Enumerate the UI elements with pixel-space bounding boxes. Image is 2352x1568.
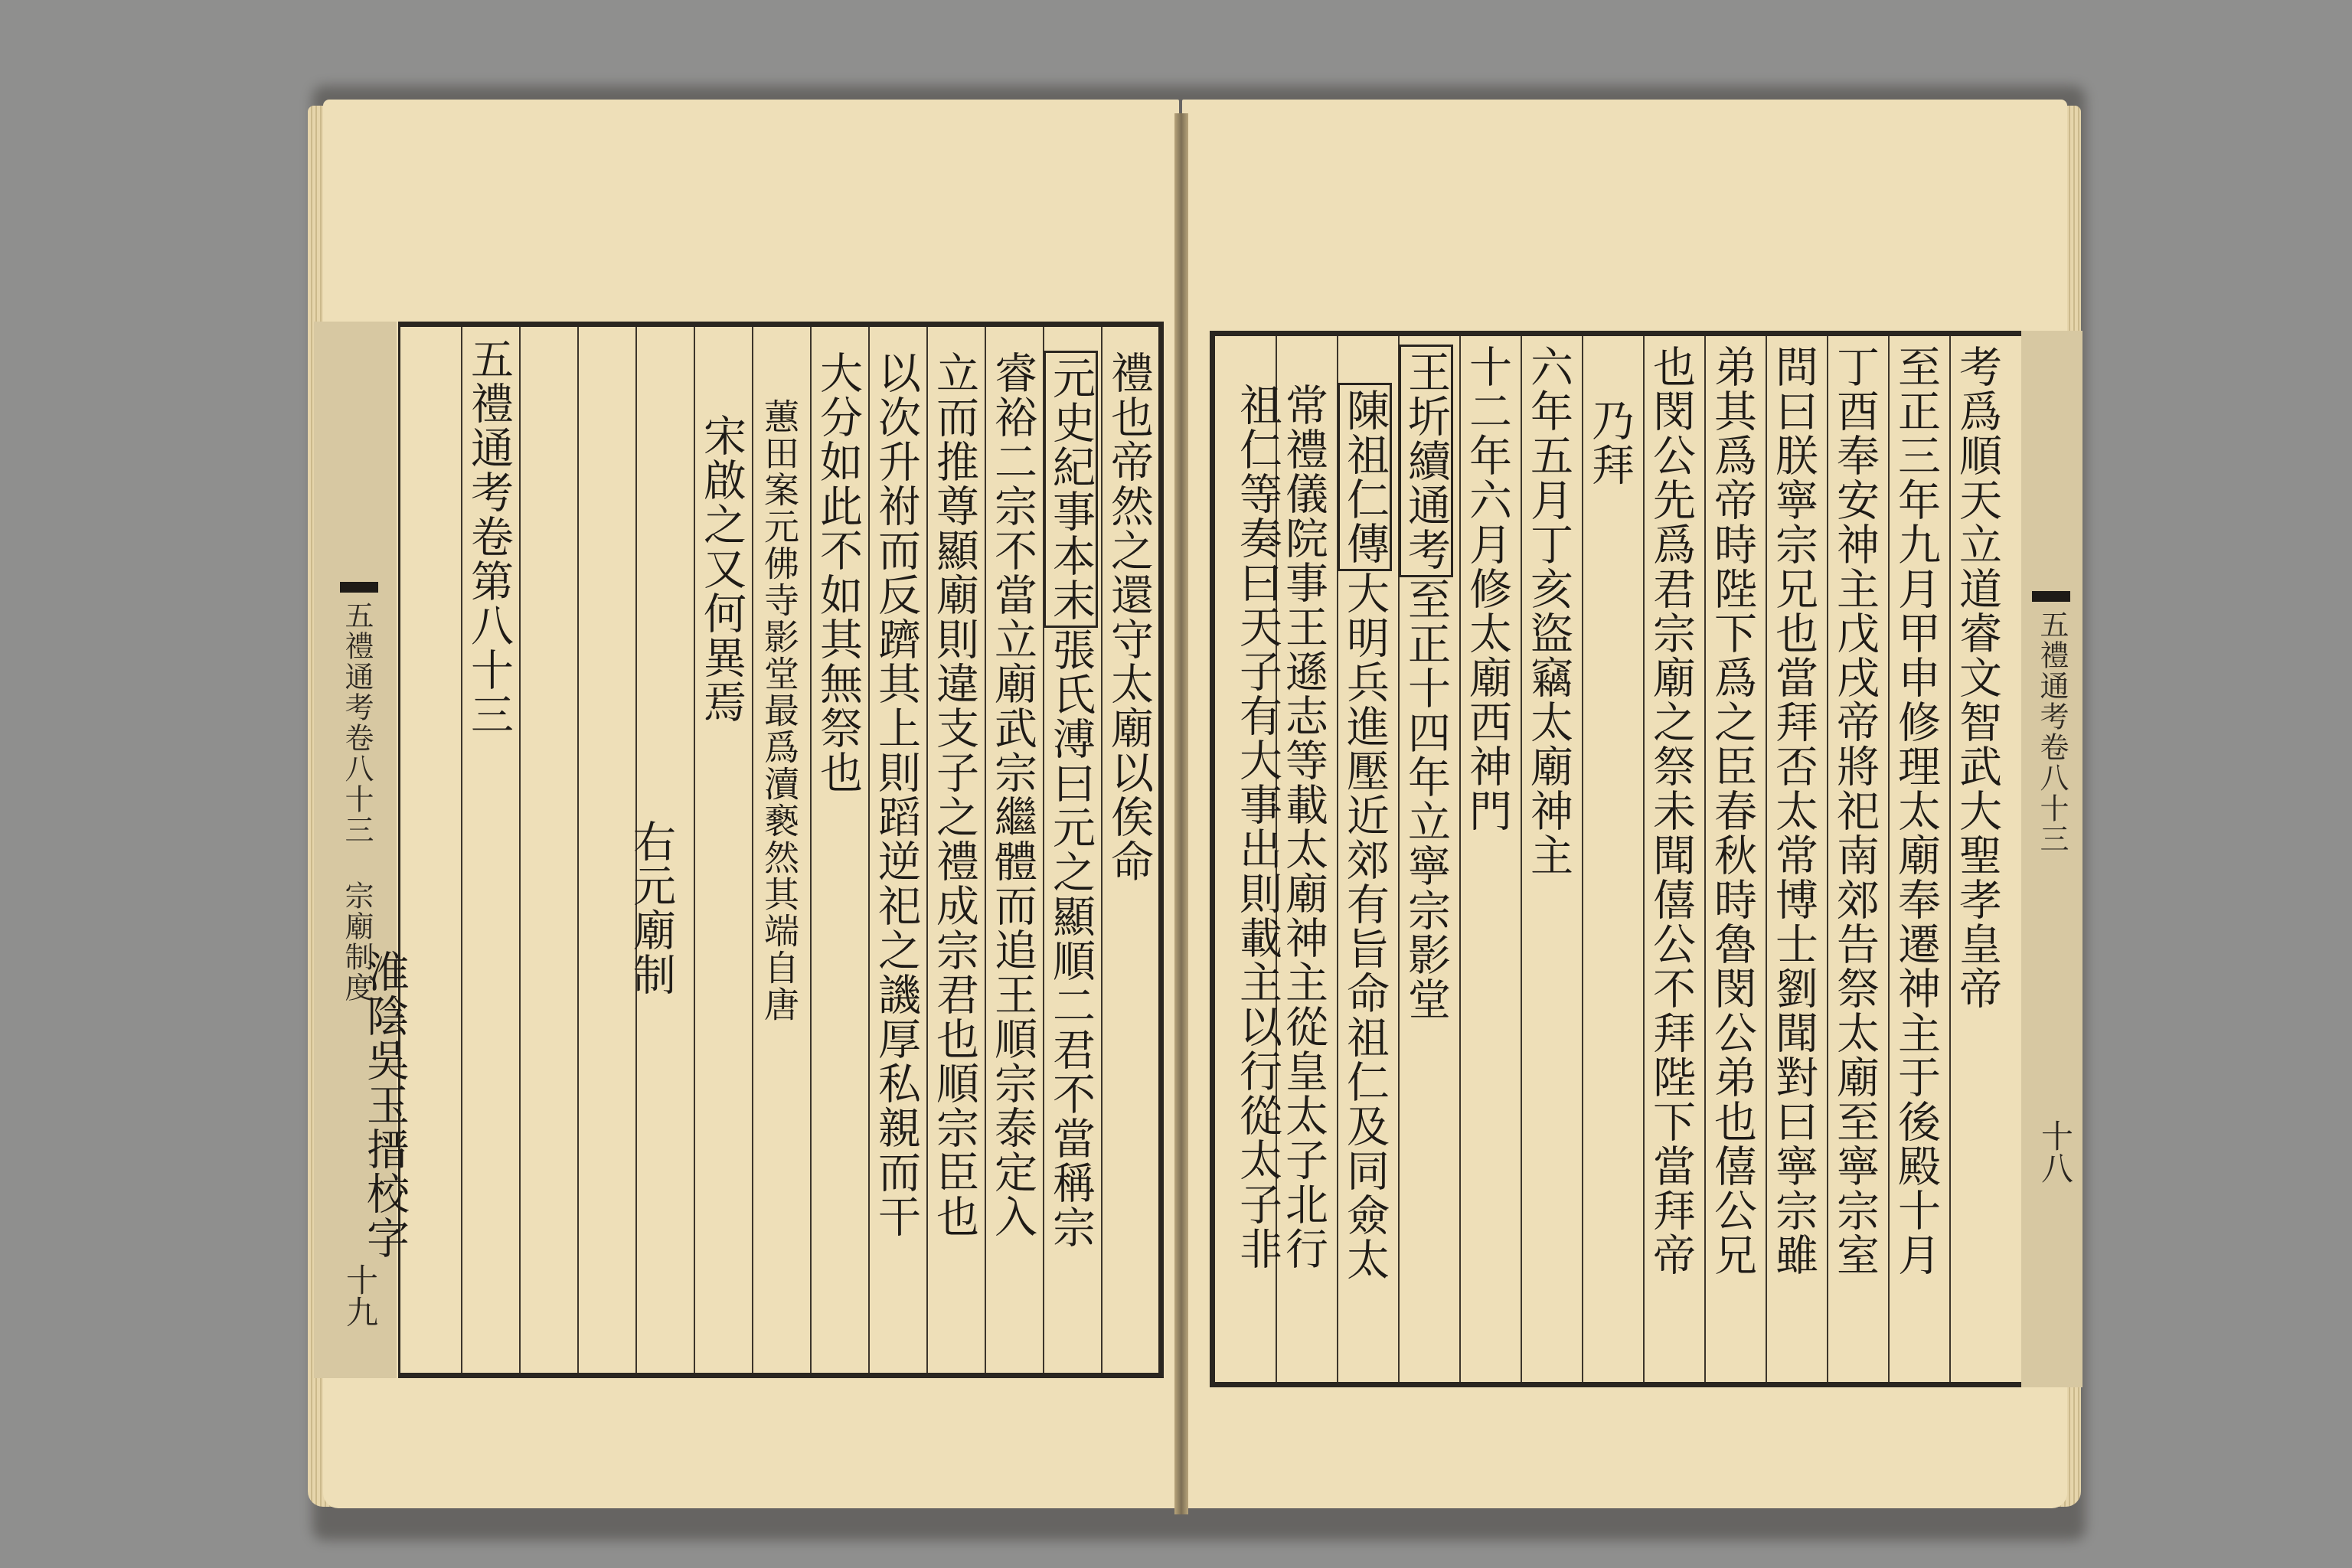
- column-rule: [1582, 336, 1583, 1382]
- book-gutter: [1174, 113, 1188, 1514]
- left-column-1: 禮也帝然之還守太廟以俟命: [1104, 351, 1154, 884]
- left-column-2: [1038, 351, 1102, 1250]
- right-column-3: 丁酉奉安神主戊戌帝將祀南郊告祭太廟至寧宗室: [1830, 345, 1880, 1277]
- right-column-9: 十二年六月修太廟西神門: [1462, 345, 1512, 833]
- right-column-6: 也閔公先爲君宗廟之祭未聞僖公不拜陛下當拜帝: [1646, 345, 1696, 1277]
- volume-title: 五禮通考卷第八十三: [464, 337, 514, 737]
- left-column-3: 睿裕二宗不當立廟武宗繼體而追王順宗泰定入: [988, 351, 1037, 1239]
- right-column-5: 弟其爲帝時陛下爲之臣春秋時魯閔公弟也僖公兄: [1707, 345, 1757, 1277]
- right-column-7: 乃拜: [1585, 398, 1635, 487]
- boxed-source-citation: 元史紀事本末: [1044, 351, 1098, 628]
- boxed-source-citation: 王圻續通考: [1399, 345, 1453, 577]
- right-folio-number: 十八: [2037, 1119, 2074, 1184]
- right-column-8: 六年五月丁亥盜竊太廟神主: [1524, 345, 1573, 877]
- section-end-label: 右元廟制: [626, 819, 676, 997]
- fish-tail-mark: [2032, 591, 2070, 602]
- right-page-margin-strip: [2021, 331, 2082, 1387]
- left-margin-label: 五禮通考卷八十三 宗廟制度: [340, 600, 374, 1003]
- left-column-8: 宋啟之又何異焉: [697, 413, 746, 724]
- right-column-12: 常禮儀院事王遜志等載太廟神主從皇太子北行: [1279, 383, 1328, 1271]
- right-column-11-text: 大明兵進壓近郊有旨命祖仁及同僉太: [1340, 571, 1390, 1282]
- right-column-10-text: 至正十四年立寧宗影堂: [1401, 577, 1451, 1021]
- right-margin-label: 五禮通考卷八十三: [2035, 609, 2069, 854]
- left-column-4: 立而推尊顯廟則違支子之禮成宗君也順宗臣也: [929, 351, 979, 1239]
- column-rule: [577, 327, 579, 1373]
- boxed-source-citation: 陳祖仁傳: [1338, 383, 1392, 571]
- left-column-7-commentary: 蕙田案元佛寺影堂最爲瀆褻然其端自唐: [759, 398, 800, 1023]
- right-column-4: 問曰朕寧宗兄也當拜否太常博士劉聞對曰寧宗雖: [1769, 345, 1818, 1277]
- proofreader-credit: 淮陰吳玉搢校字: [360, 949, 410, 1260]
- left-column-6: 大分如此不如其無祭也: [813, 351, 863, 795]
- right-column-11: [1332, 383, 1396, 1282]
- left-folio-number: 十九: [341, 1263, 379, 1328]
- right-column-2: 至正三年九月甲申修理太廟奉遷神主于後殿十月: [1891, 345, 1941, 1277]
- fish-tail-mark: [340, 582, 378, 593]
- right-column-10: [1393, 345, 1458, 1021]
- left-column-5: 以次升祔而反躋其上則蹈逆祀之譏厚私親而干: [871, 351, 921, 1239]
- right-column-1: 考爲順天立道睿文智武大聖孝皇帝: [1952, 345, 2002, 1011]
- right-column-13: 祖仁等奏曰天子有大事出則載主以行從太子非: [1233, 383, 1282, 1271]
- left-column-2-text: 張氏溥曰元之顯順二君不當稱宗: [1046, 628, 1096, 1250]
